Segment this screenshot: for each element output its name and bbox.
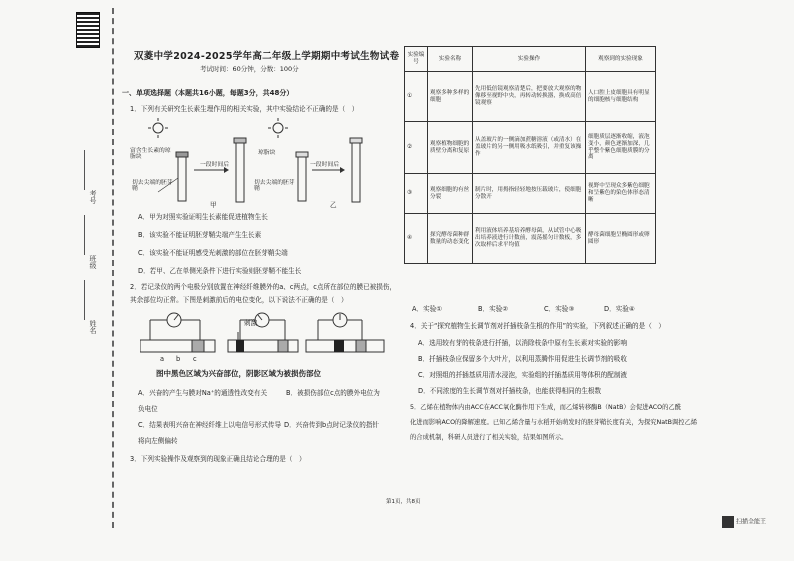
q1-option: A．甲为对照实验证明生长素能促进植物生长 [138,213,268,221]
table-cell: 观察植物细胞的质壁分离和复原 [428,122,473,174]
q2-label-stim: 刺激 [244,319,258,327]
q4-option: C．对照组的扦插基质用清水浸泡，实验组的扦插基质用等体积的配制液 [418,371,628,379]
q2-option: 将向左侧偏转 [138,437,178,445]
scanner-label: 扫描全能王 [736,518,767,526]
q5-stem-3: 的合成机制，科研人员进行了相关实验，结果如图所示。 [410,434,568,441]
q2-option: C．结果表明兴奋在神经纤维上以电信号形式传导 [138,421,282,429]
q1-option: B．该实验不能证明胚芽鞘尖端产生生长素 [138,231,262,239]
sun-icon [268,118,288,138]
q3-option: A．实验① [412,305,443,313]
table-cell: 细胞质层逐渐收缩，液泡变小，颜色逐渐加深，几乎整个紫色细胞质膜的分离 [586,122,656,174]
exam-subtitle: 考试时间：60分钟，分数：100分 [200,65,299,73]
q1-label-tip: 富含生长素的琼脂块 [130,148,171,161]
table-cell: ② [405,122,428,174]
q1-label-yi: 乙 [330,201,337,209]
q2-option: A．兴奋的产生与膜对Na⁺的通透性改变有关 [138,389,268,397]
q3-option: C．实验③ [544,305,575,313]
q1-option: C．该实验不能证明感受光刺激的部位在胚芽鞘尖端 [138,249,288,257]
q4-option: D．不同浓度的生长调节剂对扦插枝条，也能获得相同的生根数 [418,387,602,395]
table-cell: 从盖玻片的一侧滴加蔗糖溶液（或清水）在盖玻片的另一侧用吸水纸吸引，并重复该操作 [473,122,586,174]
table-cell: 先用低倍镜观察清楚后，把要放大观察的物像移至视野中央，再转动转换器，换成高倍镜观察 [473,72,586,122]
table-cell: 视野中呈现众多紫色细胞和呈紫色的染色体形态清晰 [586,174,656,214]
q1-label-jia: 甲 [210,201,217,209]
table-header-cell: 实验编号 [405,47,428,72]
table-row [405,122,656,174]
binding-label-name: 姓名 [89,320,97,334]
table-cell: 人口腔上皮细胞具有明显的细胞核与细胞结构 [586,72,656,122]
q3-option: D．实验④ [604,305,635,313]
q2-label-a: a [160,355,165,363]
q2-label-b: b [176,355,181,363]
q2-option: D．兴奋传到b点时记录仪的指针 [284,421,379,429]
binding-line [84,215,93,255]
table-cell: 制片时，用拇指轻轻地按压载玻片，使细胞分散开 [473,174,586,214]
page-footer: 第1页，共8页 [386,499,421,505]
table-cell: ④ [405,214,428,264]
table-cell: 酵母菌细胞呈椭圆形或卵圆形 [586,214,656,264]
binding-line [84,280,93,320]
q1-label-cut-right: 切去尖端的胚芽鞘 [254,180,295,193]
q1-label-cut-left: 切去尖端的胚芽鞘 [132,180,173,193]
table-header-cell: 实验操作 [473,47,586,72]
table-header-row [405,47,656,72]
scanner-watermark [722,516,766,528]
q3-stem: 3．下列实验操作及观察到的现象正确且结论合理的是（ ） [130,455,306,463]
table-cell: 观察细胞的有丝分裂 [428,174,473,214]
section-heading: 一、单项选择题（本题共16小题，每题3分，共48分） [122,89,294,97]
q4-stem: 4．关于“探究植物生长调节剂对扦插枝条生根的作用”的实验，下列叙述正确的是（ ） [410,322,665,330]
q2-stem: 2．若记录仪的两个电极分别放置在神经纤维膜外的a、c两点，c点所在部位的膜已被损伤， [130,283,397,291]
scanner-logo-icon [722,516,734,528]
q1-label-arrow2: 一段时间后 [310,162,339,168]
q2-caption: 图中黑色区域为兴奋部位，阴影区域为被损伤部位 [156,369,321,378]
q2-label-c: c [193,355,197,363]
q3-option: B．实验② [478,305,509,313]
table-cell: 利用液体培养基培养酵母菌，从试管中心吸出培养液进行计数前，震荡摇匀计数板，多次取样后求平均值 [473,214,586,264]
q4-option: B．扦插枝条应保留多个大叶片，以利用蒸腾作用促进生长调节剂的吸收 [418,355,627,363]
binding-label-class: 班级 [89,255,97,269]
binding-line [84,150,93,190]
table-row [405,214,656,264]
table-cell: ① [405,72,428,122]
experiment-table [404,46,656,264]
q5-stem-2: 化进而影响ACO的降解速度。已知乙烯含量与水稻开始萌发时的胚芽鞘长度有关，为探究NatB调控乙烯 [410,419,698,426]
table-cell: 观察多种多样的细胞 [428,72,473,122]
table-cell: 探究酵母菌种群数量的动态变化 [428,214,473,264]
binding-label-number: 考号 [89,190,97,204]
exam-title: 双菱中学2024-2025学年高二年级上学期期中考试生物试卷 [134,51,400,62]
q1-label-block: 琼脂块 [258,150,276,156]
table-header-cell: 观察到的实验现象 [586,47,656,72]
q2-option: 负电位 [138,405,158,413]
q1-option: D．若甲、乙在单侧光条件下进行实验则胚芽鞘不能生长 [138,267,302,275]
q5-stem: 5．乙烯在植物体内由ACC在ACC氧化酶作用下生成，而乙烯转移酶B（NatB）会促进ACO的乙酰 [410,404,682,411]
q1-diagram [128,118,378,210]
q2-stem-2: 其余部位均正常。下图是刺激前后的电位变化，以下说法不正确的是（ ） [130,296,348,304]
q2-option: B．被损伤部位c点的膜外电位为 [286,389,380,397]
q1-label-arrow1: 一段时间后 [200,162,229,168]
table-row [405,174,656,214]
table-cell: ③ [405,174,428,214]
table-row [405,72,656,122]
q1-stem: 1．下列有关研究生长素生理作用的相关实验，其中实验结论不正确的是（ ） [130,105,359,113]
sun-icon [148,118,168,138]
table-header-cell: 实验名称 [428,47,473,72]
qr-code-icon [76,12,100,48]
q4-option: A．选用较有芽的枝条进行扦插，以消除枝条中原有生长素对实验的影响 [418,339,627,347]
